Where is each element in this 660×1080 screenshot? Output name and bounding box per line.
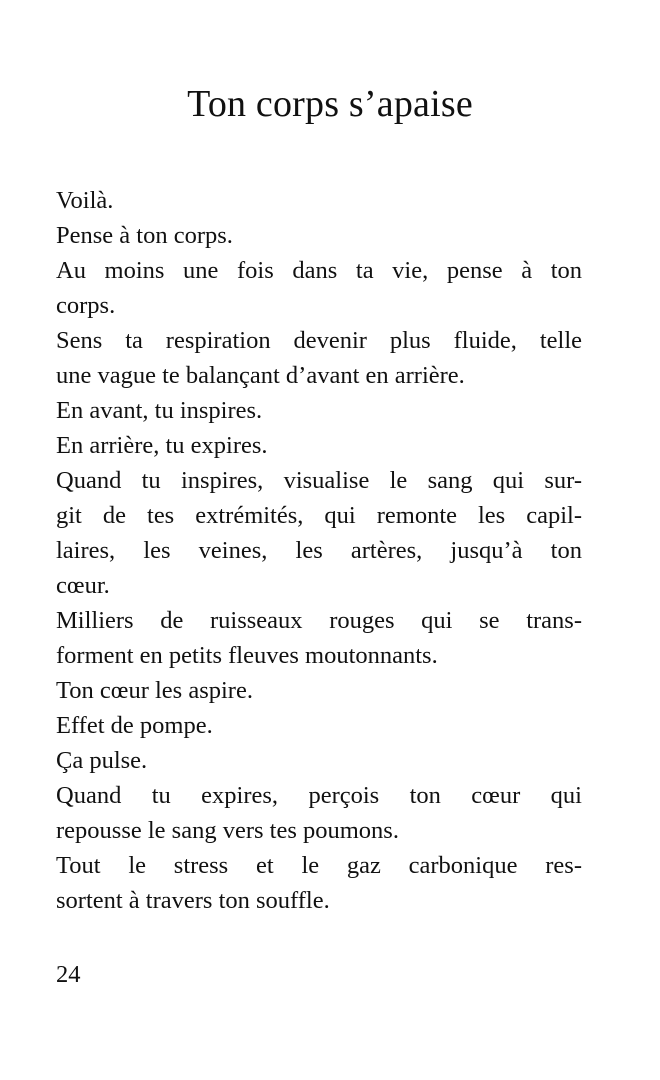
text-line: Milliers de ruisseaux rouges qui se trans-: [56, 607, 582, 634]
page-number: 24: [56, 961, 81, 988]
text-line: Effet de pompe.: [56, 712, 213, 739]
text-line: laires, les veines, les artères, jusqu’à ton: [56, 537, 582, 564]
text-line: Au moins une fois dans ta vie, pense à ton: [56, 257, 582, 284]
text-line: forment en petits fleuves moutonnants.: [56, 642, 438, 669]
text-line: Ça pulse.: [56, 747, 148, 774]
text-line: une vague te balançant d’avant en arrière.: [56, 362, 465, 389]
text-line: En avant, tu inspires.: [56, 397, 263, 424]
body-text: [56, 183, 582, 918]
text-line: Quand tu inspires, visualise le sang qui sur-: [56, 467, 582, 494]
text-line: Voilà.: [56, 187, 114, 214]
text-line: Sens ta respiration devenir plus fluide, telle: [56, 327, 582, 354]
text-line: cœur.: [56, 572, 110, 599]
text-line: Tout le stress et le gaz carbonique res-: [56, 852, 582, 879]
text-line: Quand tu expires, perçois ton cœur qui: [56, 782, 582, 809]
text-line: Pense à ton corps.: [56, 222, 233, 249]
text-line: git de tes extrémités, qui remonte les capil-: [56, 502, 582, 529]
chapter-title: Ton corps s’apaise: [187, 83, 473, 125]
text-line: En arrière, tu expires.: [56, 432, 268, 459]
text-line: repousse le sang vers tes poumons.: [56, 817, 399, 844]
text-line: Ton cœur les aspire.: [56, 677, 253, 704]
text-line: sortent à travers ton souffle.: [56, 887, 330, 914]
text-line: corps.: [56, 292, 116, 319]
